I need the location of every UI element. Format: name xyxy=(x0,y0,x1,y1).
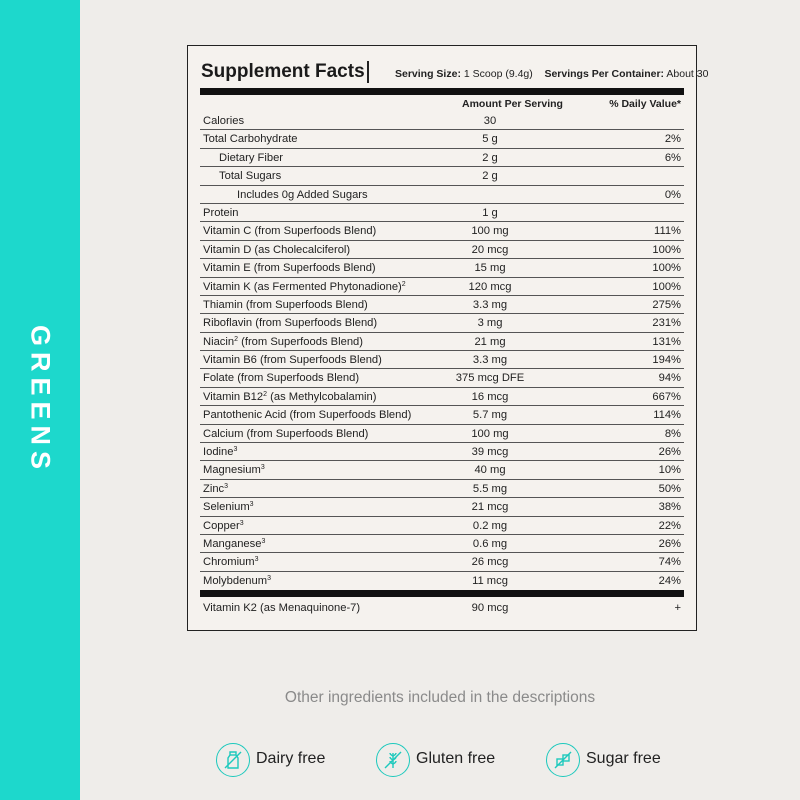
row-amount: 21 mcg xyxy=(471,501,509,514)
row-name: Manganese$^3$ xyxy=(203,537,266,550)
row-name: Copper$^3$ xyxy=(203,519,244,532)
row-name: Vitamin B6 (from Superfoods Blend) xyxy=(203,354,382,367)
row-amount: 5.5 mg xyxy=(472,482,508,495)
row-amount: 3 mg xyxy=(477,317,503,330)
row-dv: 111% xyxy=(654,225,681,238)
row-dv: 94% xyxy=(658,372,681,385)
facts-title: Supplement Facts xyxy=(201,61,365,82)
table-row xyxy=(200,167,684,185)
row-name: Selenium$^3$ xyxy=(203,501,254,514)
row-amount: 20 mcg xyxy=(471,243,509,256)
dairy-free-icon xyxy=(216,743,250,777)
col-amount-header: Amount Per Serving xyxy=(462,98,563,110)
row-name: Riboflavin (from Superfoods Blend) xyxy=(203,317,378,330)
table-row xyxy=(200,480,684,498)
table-row xyxy=(200,112,684,130)
table-row xyxy=(200,443,684,461)
row-name: Vitamin E (from Superfoods Blend) xyxy=(203,262,376,275)
row-dv: 194% xyxy=(652,354,681,367)
table-row xyxy=(200,517,684,535)
col-dv-header: % Daily Value* xyxy=(609,98,681,110)
row-name: Folate (from Superfoods Blend) xyxy=(203,372,360,385)
table-row xyxy=(200,149,684,167)
row-dv: 6% xyxy=(664,151,681,164)
table-row xyxy=(200,314,684,332)
row-amount: 30 xyxy=(483,115,497,127)
table-row xyxy=(200,296,684,314)
table-row xyxy=(200,186,684,204)
row-name: Niacin$^2$ (from Superfoods Blend) xyxy=(203,335,363,348)
serving-size-value: 1 Scoop (9.4g) xyxy=(463,68,533,80)
row-amount: 15 mg xyxy=(474,262,506,275)
row-dv: 100% xyxy=(652,280,681,293)
row-dv: 38% xyxy=(658,501,681,514)
row-dv: 26% xyxy=(658,537,681,550)
row-amount: 3.3 mg xyxy=(472,354,508,367)
row-name: Chromium$^3$ xyxy=(203,556,259,569)
facts-header xyxy=(200,61,709,85)
row-amount: 21 mg xyxy=(474,335,506,348)
row-dv: 24% xyxy=(658,574,681,587)
row-name: Vitamin $B12^2$ (as Methylcobalamin) xyxy=(203,390,377,403)
row-name: Protein xyxy=(203,206,239,219)
facts-rows xyxy=(200,112,684,590)
row-amount: 5 g xyxy=(482,133,498,146)
row-dv: + xyxy=(674,602,681,614)
supplement-facts-panel xyxy=(187,45,709,631)
table-row xyxy=(200,278,684,296)
table-row xyxy=(200,388,684,406)
row-amount: 100 mg xyxy=(471,225,509,238)
row-dv: 231% xyxy=(652,317,681,330)
table-row xyxy=(200,553,684,571)
table-row xyxy=(200,351,684,369)
row-name: Vitamin K2 (as Menaquinone-7) xyxy=(203,602,361,614)
row-dv: 0% xyxy=(664,188,681,201)
row-name: Vitamin D (as Cholecalciferol) xyxy=(203,243,351,256)
sidebar-label: GREENS xyxy=(25,324,56,476)
table-row xyxy=(200,333,684,351)
servings-label: Servings Per Container: xyxy=(544,68,665,80)
row-name: Zinc$^3$ xyxy=(203,482,229,495)
row-amount: 16 mcg xyxy=(471,390,509,403)
row-amount: 2 g xyxy=(482,170,498,183)
table-row xyxy=(200,259,684,277)
row-dv: 2% xyxy=(664,133,681,146)
row-amount: 1 g xyxy=(482,206,498,219)
table-row xyxy=(200,222,684,240)
other-ingredients-note: Other ingredients included in the descriptions xyxy=(284,689,596,706)
row-amount: 100 mg xyxy=(471,427,509,440)
row-dv: 100% xyxy=(652,243,681,256)
row-amount: 3.3 mg xyxy=(472,298,508,311)
row-name: Calcium (from Superfoods Blend) xyxy=(203,427,369,440)
thick-divider-top xyxy=(200,88,684,95)
table-row xyxy=(200,425,684,443)
row-name: Pantothenic Acid (from Superfoods Blend) xyxy=(203,409,412,422)
table-row xyxy=(200,535,684,553)
row-dv: 74% xyxy=(658,556,681,569)
extra-row xyxy=(200,599,684,619)
table-row xyxy=(200,130,684,148)
badge-label: Gluten free xyxy=(416,750,496,767)
row-name: Dietary Fiber xyxy=(219,151,284,164)
row-amount: 5.7 mg xyxy=(472,409,508,422)
serving-size-label: Serving Size: xyxy=(395,68,461,80)
table-row xyxy=(200,406,684,424)
row-dv: 114% xyxy=(653,409,681,422)
row-amount: 2 g xyxy=(482,151,498,164)
sidebar xyxy=(0,0,80,800)
table-row xyxy=(200,572,684,590)
row-dv: 131% xyxy=(652,335,681,348)
table-row xyxy=(200,241,684,259)
row-amount: 375 mcg DFE xyxy=(455,372,525,385)
row-dv: 26% xyxy=(658,446,681,459)
serving-info xyxy=(395,68,708,80)
badge-label: Sugar free xyxy=(586,750,661,767)
row-amount: 90 mcg xyxy=(471,602,509,614)
row-amount: 120 mcg xyxy=(468,280,512,293)
row-name: Includes 0g Added Sugars xyxy=(237,188,368,201)
row-name: Total Sugars xyxy=(219,170,282,183)
row-name: Vitamin C (from Superfoods Blend) xyxy=(203,225,377,238)
row-name: Total Carbohydrate xyxy=(203,133,298,146)
row-name: Vitamin K (as Fermented Phytonadione)$^2$ xyxy=(203,280,406,293)
row-dv: 10% xyxy=(658,464,681,477)
row-name: Iodine$^3$ xyxy=(203,446,238,459)
row-amount: 26 mcg xyxy=(471,556,509,569)
row-dv: 275% xyxy=(652,298,681,311)
header-divider xyxy=(367,61,369,83)
table-row xyxy=(200,204,684,222)
row-dv: 8% xyxy=(664,427,681,440)
row-name: Calories xyxy=(203,115,245,127)
table-row xyxy=(200,498,684,516)
thick-divider-bottom xyxy=(200,590,684,597)
row-name: Magnesium$^3$ xyxy=(203,464,265,477)
row-dv: 22% xyxy=(658,519,681,532)
row-dv: 667% xyxy=(652,390,681,403)
row-amount: 0.2 mg xyxy=(472,519,508,532)
table-row xyxy=(200,369,684,387)
row-amount: 11 mcg xyxy=(472,574,508,587)
row-dv: 100% xyxy=(652,262,681,275)
sugar-free-icon xyxy=(546,743,580,777)
badge-label: Dairy free xyxy=(256,750,326,767)
gluten-free-icon xyxy=(376,743,410,777)
servings-value: About 30 xyxy=(666,68,709,80)
row-amount: 0.6 mg xyxy=(472,537,508,550)
row-name: Thiamin (from Superfoods Blend) xyxy=(203,298,368,311)
row-amount: 39 mcg xyxy=(471,446,509,459)
row-name: Molybdenum$^3$ xyxy=(203,574,271,587)
row-amount: 40 mg xyxy=(474,464,506,477)
table-row xyxy=(200,461,684,479)
row-dv: 50% xyxy=(658,482,681,495)
